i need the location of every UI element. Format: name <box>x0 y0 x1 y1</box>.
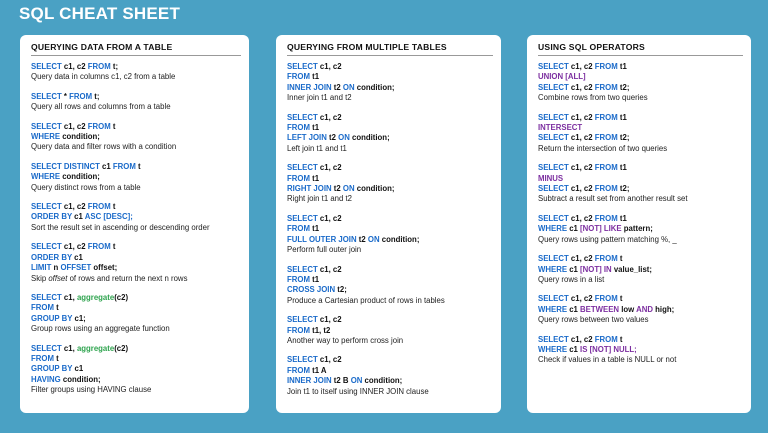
code-text: c1; <box>72 313 86 323</box>
sql-keyword: FROM <box>287 173 310 183</box>
code-line <box>31 62 241 72</box>
code-text: t; <box>110 62 119 71</box>
code-text: c1 <box>99 161 113 171</box>
sql-keyword: SELECT <box>538 112 569 122</box>
code-line <box>31 253 241 263</box>
sql-keyword: ON <box>338 133 350 143</box>
code-text: t1 <box>309 274 320 284</box>
snippet-description <box>31 102 241 112</box>
code-text: c1, c2 <box>61 62 88 71</box>
sql-keyword: SELECT DISTINCT <box>31 161 100 171</box>
code-line <box>31 293 241 303</box>
code-line <box>538 123 743 133</box>
snippet-description <box>31 223 241 233</box>
code-text: t2; <box>617 184 630 194</box>
sql-keyword: WHERE <box>538 264 568 274</box>
snippet-entry <box>538 214 743 245</box>
snippet-entry <box>31 293 241 335</box>
snippet-description <box>287 194 493 204</box>
sql-keyword: SELECT <box>287 163 318 173</box>
code-line <box>31 364 241 374</box>
code-line <box>538 113 743 123</box>
code-line <box>287 315 493 325</box>
code-text: n <box>51 263 61 273</box>
sql-operator: MINUS <box>538 173 564 183</box>
code-text: c1 <box>567 264 581 274</box>
sql-keyword: HAVING <box>31 374 61 384</box>
sql-keyword: FROM <box>287 72 310 82</box>
code-line <box>287 72 493 82</box>
code-text: condition; <box>354 184 395 194</box>
code-line <box>31 132 241 142</box>
code-line <box>287 174 493 184</box>
code-text: t1 <box>309 72 320 82</box>
code-text: t1 <box>309 173 320 183</box>
snippet-description <box>31 142 241 152</box>
sql-keyword: FULL OUTER JOIN <box>287 234 357 244</box>
entry-list <box>31 62 241 396</box>
sql-keyword: GROUP BY <box>31 364 73 374</box>
code-line <box>287 224 493 234</box>
snippet-entry <box>287 163 493 205</box>
code-line <box>287 265 493 275</box>
snippet-description <box>31 324 241 334</box>
code-line <box>287 163 493 173</box>
code-text: t1 <box>617 163 627 173</box>
code-line <box>538 224 743 234</box>
snippet-entry <box>287 214 493 256</box>
sql-keyword: FROM <box>31 303 54 313</box>
snippet-description <box>31 274 241 284</box>
code-text: t <box>617 294 623 304</box>
sql-keyword: SELECT <box>538 334 569 344</box>
code-text: condition; <box>362 376 403 386</box>
snippet-description <box>287 144 493 154</box>
sql-keyword: WHERE <box>538 224 568 234</box>
code-text: * <box>61 91 70 101</box>
code-line <box>31 212 241 222</box>
sql-keyword: SELECT <box>287 355 318 365</box>
entry-list <box>538 62 743 366</box>
code-text: pattern; <box>621 224 653 234</box>
sql-keyword: SELECT <box>31 121 62 131</box>
code-line <box>287 133 493 143</box>
sql-keyword: ON <box>342 184 355 194</box>
sql-keyword: LEFT JOIN <box>287 133 327 143</box>
code-line <box>538 265 743 275</box>
snippet-description <box>287 245 493 255</box>
code-line <box>287 235 493 245</box>
sql-operator: AND <box>636 304 653 314</box>
code-text: Query all rows and columns from a table <box>31 102 171 112</box>
sql-keyword: SELECT <box>287 62 318 71</box>
code-text: t <box>617 334 623 344</box>
code-text: c1, <box>61 292 77 302</box>
snippet-entry <box>287 355 493 397</box>
snippet-entry <box>31 202 241 233</box>
code-line <box>31 122 241 132</box>
sql-keyword: FROM <box>594 112 618 122</box>
code-line <box>31 162 241 172</box>
code-text: Check if values in a table is NULL or not <box>538 355 677 365</box>
sql-keyword: FROM <box>287 325 310 335</box>
sql-keyword: SELECT <box>287 112 318 122</box>
code-text: c1, c2 <box>317 213 342 223</box>
sql-keyword: SELECT <box>31 91 62 101</box>
code-text: Query rows in a list <box>538 274 605 284</box>
code-line <box>287 62 493 72</box>
code-text: Query distinct rows from a table <box>31 182 141 192</box>
snippet-entry <box>538 113 743 155</box>
sql-keyword: FROM <box>594 62 618 71</box>
code-line <box>31 303 241 313</box>
code-text: t2 <box>356 234 368 244</box>
sql-keyword: FROM <box>594 163 618 173</box>
sql-keyword: GROUP BY <box>31 313 73 323</box>
code-line <box>287 275 493 285</box>
code-text: Query rows using pattern matching %, _ <box>538 234 677 244</box>
code-text: c1 <box>72 364 84 374</box>
code-line <box>287 184 493 194</box>
emphasis-text: offset <box>48 273 68 283</box>
sql-keyword: SELECT <box>31 343 62 353</box>
code-line <box>287 113 493 123</box>
sql-keyword: SELECT <box>538 82 569 92</box>
snippet-entry <box>538 62 743 104</box>
panel-title: QUERYING DATA FROM A TABLE <box>31 42 241 56</box>
sql-keyword: FROM <box>87 202 111 212</box>
code-text: Subtract a result set from another result set <box>538 194 688 204</box>
sql-keyword: FROM <box>287 274 310 284</box>
code-line <box>538 294 743 304</box>
code-text: Skip <box>31 273 49 283</box>
code-line <box>287 366 493 376</box>
code-text: high; <box>653 304 675 314</box>
code-line <box>538 174 743 184</box>
panel-querying-single-table <box>20 35 249 413</box>
code-line <box>538 184 743 194</box>
snippet-entry <box>31 62 241 83</box>
code-text: (c2) <box>114 343 129 353</box>
code-text: c1, c2 <box>568 163 595 173</box>
code-text: Query data and filter rows with a condition <box>31 142 177 152</box>
sql-keyword: FROM <box>287 365 310 375</box>
code-line <box>31 172 241 182</box>
sql-keyword: OFFSET <box>60 263 92 273</box>
code-text: t2 <box>331 82 343 92</box>
sql-keyword: ASC [DESC]; <box>84 212 133 222</box>
code-line <box>538 254 743 264</box>
snippet-entry <box>31 92 241 113</box>
code-text: t1 <box>309 224 320 234</box>
code-text: Inner join t1 and t2 <box>287 93 352 103</box>
snippet-entry <box>538 163 743 205</box>
code-text: of rows and return the next n rows <box>67 273 188 283</box>
code-text: t; <box>92 91 100 101</box>
snippet-entry <box>538 335 743 366</box>
code-text: condition; <box>349 133 390 143</box>
code-line <box>31 202 241 212</box>
code-line <box>287 326 493 336</box>
code-line <box>538 163 743 173</box>
snippet-description <box>31 385 241 395</box>
sql-operator: [NOT] LIKE <box>580 224 622 234</box>
code-text: c1, c2 <box>61 121 88 131</box>
snippet-entry <box>287 265 493 307</box>
sql-keyword: SELECT <box>287 213 318 223</box>
code-text: c1, c2 <box>568 112 595 122</box>
sql-keyword: ON <box>350 376 363 386</box>
code-line <box>31 92 241 102</box>
code-text: Produce a Cartesian product of rows in tables <box>287 295 445 305</box>
sql-keyword: WHERE <box>31 172 61 182</box>
snippet-entry <box>31 242 241 284</box>
sql-keyword: WHERE <box>31 132 61 142</box>
code-text: t1 <box>617 62 627 71</box>
snippet-description <box>538 194 743 204</box>
code-text: c1, c2 <box>568 254 595 264</box>
snippet-entry <box>287 113 493 155</box>
code-text: Filter groups using HAVING clause <box>31 385 152 395</box>
sql-keyword: RIGHT JOIN <box>287 184 332 194</box>
code-line <box>31 344 241 354</box>
code-text: t1 <box>617 112 627 122</box>
sql-keyword: SELECT <box>287 315 318 325</box>
sql-keyword: FROM <box>287 224 310 234</box>
snippet-description <box>538 235 743 245</box>
sql-keyword: FROM <box>87 121 111 131</box>
code-text: c1, c2 <box>568 334 595 344</box>
sql-keyword: ORDER BY <box>31 252 73 262</box>
code-text: t <box>135 161 141 171</box>
code-text: Left join t1 and t1 <box>287 143 347 153</box>
code-line <box>538 62 743 72</box>
snippet-description <box>287 336 493 346</box>
sql-keyword: FROM <box>594 254 618 264</box>
sql-keyword: SELECT <box>538 184 569 194</box>
code-text: condition; <box>60 172 100 182</box>
code-text: c1, c2 <box>317 264 342 274</box>
sql-keyword: SELECT <box>538 62 569 71</box>
code-text: low <box>619 304 637 314</box>
snippet-entry <box>31 122 241 153</box>
sql-keyword: SELECT <box>31 292 62 302</box>
code-text: Combine rows from two queries <box>538 93 648 103</box>
panel-title: USING SQL OPERATORS <box>538 42 743 56</box>
code-line <box>31 314 241 324</box>
sql-keyword: LIMIT <box>31 263 52 273</box>
sql-keyword: ON <box>342 82 355 92</box>
snippet-entry <box>538 254 743 285</box>
code-text: Join t1 to itself using INNER JOIN clause <box>287 386 429 396</box>
code-text: offset; <box>91 263 118 273</box>
code-text: c1, c2 <box>61 242 88 252</box>
code-text: t <box>110 242 116 252</box>
sql-keyword: SELECT <box>538 133 569 143</box>
snippet-entry <box>287 315 493 346</box>
sql-keyword: ON <box>367 234 380 244</box>
code-text: c1 <box>567 304 581 314</box>
sql-keyword: FROM <box>112 161 136 171</box>
sql-keyword: SELECT <box>538 254 569 264</box>
snippet-description <box>538 93 743 103</box>
code-text: t <box>110 202 116 212</box>
code-text: t1 <box>617 213 627 223</box>
code-line <box>31 242 241 252</box>
code-text: t <box>617 254 623 264</box>
page-title: SQL CHEAT SHEET <box>19 4 181 23</box>
sql-keyword: FROM <box>594 213 618 223</box>
sql-keyword: FROM <box>87 242 111 252</box>
code-line <box>538 335 743 345</box>
code-text: c1, c2 <box>317 62 342 71</box>
code-line <box>31 263 241 273</box>
sql-operator: UNION [ALL] <box>538 72 586 82</box>
sql-keyword: SELECT <box>31 242 62 252</box>
sql-keyword: FROM <box>69 91 93 101</box>
code-text: c1, c2 <box>568 62 595 71</box>
snippet-description <box>538 275 743 285</box>
code-text: t2 <box>326 133 339 143</box>
snippet-description <box>31 72 241 82</box>
code-text: Group rows using an aggregate function <box>31 324 170 334</box>
sql-keyword: INNER JOIN <box>287 376 332 386</box>
sql-operator: INTERSECT <box>538 123 583 133</box>
code-text: c1, c2 <box>568 133 595 143</box>
code-text: c1, c2 <box>317 163 342 173</box>
sql-keyword: SELECT <box>538 213 569 223</box>
snippet-description <box>538 355 743 365</box>
code-text: t <box>53 303 59 313</box>
snippet-entry <box>31 162 241 193</box>
code-text: condition; <box>379 234 420 244</box>
code-line <box>538 83 743 93</box>
code-text: Another way to perform cross join <box>287 335 404 345</box>
code-line <box>287 285 493 295</box>
code-text: c1 <box>567 224 581 234</box>
code-text: t2; <box>617 133 630 143</box>
sql-keyword: SELECT <box>538 294 569 304</box>
code-text: c1 <box>72 212 85 222</box>
code-text: c1, c2 <box>317 355 342 365</box>
sql-operator: IS [NOT] NULL; <box>580 344 637 354</box>
code-line <box>287 376 493 386</box>
sql-operator: [NOT] IN <box>580 264 612 274</box>
sql-keyword: FROM <box>594 184 618 194</box>
sql-keyword: FROM <box>594 82 618 92</box>
code-text: Return the intersection of two queries <box>538 143 668 153</box>
snippet-entry <box>287 62 493 104</box>
sql-keyword: INNER JOIN <box>287 82 332 92</box>
snippet-entry <box>538 294 743 325</box>
sql-keyword: SELECT <box>538 163 569 173</box>
code-line <box>538 305 743 315</box>
panel-querying-multiple-tables <box>276 35 501 413</box>
code-text: Right join t1 and t2 <box>287 194 353 204</box>
snippet-description <box>287 387 493 397</box>
sql-operator: BETWEEN <box>580 304 620 314</box>
code-text: c1, <box>61 343 77 353</box>
sql-keyword: FROM <box>594 294 618 304</box>
code-text: condition; <box>354 82 395 92</box>
code-text: c1, c2 <box>568 294 595 304</box>
sql-keyword: FROM <box>87 62 111 71</box>
snippet-description <box>538 315 743 325</box>
panel-title: QUERYING FROM MULTIPLE TABLES <box>287 42 493 56</box>
code-text: t2; <box>335 285 347 295</box>
code-text: t2 B <box>331 376 351 386</box>
sql-keyword: SELECT <box>31 62 62 71</box>
code-line <box>538 133 743 143</box>
code-line <box>287 83 493 93</box>
code-line <box>538 214 743 224</box>
code-line <box>31 354 241 364</box>
snippet-description <box>287 296 493 306</box>
code-text: Perform full outer join <box>287 245 362 255</box>
sql-keyword: WHERE <box>538 304 568 314</box>
code-text: c1, c2 <box>568 82 595 92</box>
snippet-description <box>287 93 493 103</box>
code-text: t1 <box>309 123 320 133</box>
code-text: c1, c2 <box>61 202 88 212</box>
code-text: Query data in columns c1, c2 from a table <box>31 72 176 82</box>
code-line <box>287 355 493 365</box>
sql-keyword: ORDER BY <box>31 212 73 222</box>
code-text: c1 <box>72 252 83 262</box>
code-text: c1, c2 <box>568 213 595 223</box>
code-text: t <box>53 353 59 363</box>
code-text: c1, c2 <box>317 112 342 122</box>
sql-keyword: FROM <box>31 353 54 363</box>
panel-sql-operators <box>527 35 751 413</box>
code-line <box>31 375 241 385</box>
code-text: condition; <box>60 374 101 384</box>
code-text: value_list; <box>611 264 652 274</box>
code-text: condition; <box>60 132 100 142</box>
code-text: c1, c2 <box>568 184 595 194</box>
code-line <box>538 345 743 355</box>
code-line <box>287 214 493 224</box>
code-text: t <box>110 121 116 131</box>
sql-keyword: CROSS JOIN <box>287 285 336 295</box>
sql-keyword: FROM <box>287 123 310 133</box>
snippet-entry <box>31 344 241 396</box>
snippet-description <box>31 183 241 193</box>
code-text: Sort the result set in ascending or descending order <box>31 222 210 232</box>
code-line <box>538 72 743 82</box>
aggregate-function: aggregate <box>76 292 115 302</box>
code-text: t2; <box>617 82 630 92</box>
sql-keyword: SELECT <box>31 202 62 212</box>
sql-keyword: SELECT <box>287 264 318 274</box>
entry-list <box>287 62 493 397</box>
sql-keyword: FROM <box>594 334 618 344</box>
code-text: t2 <box>331 184 343 194</box>
sql-keyword: FROM <box>594 133 618 143</box>
code-text: c1 <box>567 344 581 354</box>
code-line <box>287 123 493 133</box>
snippet-description <box>538 144 743 154</box>
code-text: (c2) <box>114 292 129 302</box>
code-text: t1, t2 <box>309 325 331 335</box>
code-text: t1 A <box>309 365 327 375</box>
sql-keyword: WHERE <box>538 344 568 354</box>
code-text: Query rows between two values <box>538 315 649 325</box>
code-text: c1, c2 <box>317 315 342 325</box>
aggregate-function: aggregate <box>76 343 115 353</box>
